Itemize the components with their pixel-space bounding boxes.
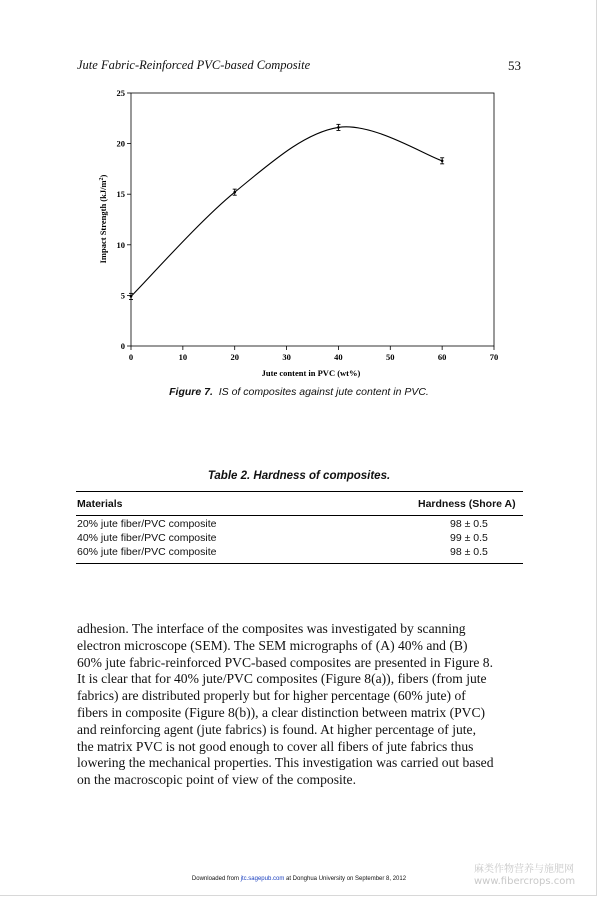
cell-material: 60% jute fiber/PVC composite	[77, 546, 217, 558]
body-line: lowering the mechanical properties. This investigation was carried out based	[77, 755, 494, 771]
cell-hardness: 98 ± 0.5	[450, 518, 488, 530]
body-line: 60% jute fabric-reinforced PVC-based composites are presented in Figure 8.	[77, 654, 493, 670]
table-header-row	[77, 498, 523, 512]
body-line: adhesion. The interface of the composites was investigated by scanning	[77, 621, 466, 636]
watermark-line2: www.fibercrops.com	[474, 876, 576, 887]
x-axis-label: Jute content in PVC (wt%)	[261, 368, 361, 378]
cell-material: 40% jute fiber/PVC composite	[77, 532, 217, 544]
watermark-line1: 麻类作物营养与施肥网	[474, 864, 574, 875]
body-line: It is clear that for 40% jute/PVC composites (Figure 8(a)), fibers (from jute	[77, 671, 487, 687]
body-line: the matrix PVC is not good enough to cover all fibers of jute fabrics thus	[77, 738, 474, 754]
footer-prefix: Downloaded from	[191, 876, 241, 882]
y-axis-label: Impact Strength $(kJ/m^2)$	[98, 174, 108, 264]
x-tick-label: 20	[230, 352, 239, 362]
x-tick-label: 60	[437, 352, 447, 362]
y-axis	[117, 88, 132, 351]
impact-strength-chart	[0, 0, 598, 420]
data-point	[130, 295, 133, 298]
body-line: and reinforcing agent (jute fabrics) is found. At higher percentage of jute,	[77, 721, 476, 737]
y-tick-label: 25	[116, 88, 125, 98]
table-header-rule	[76, 515, 523, 516]
cell-hardness: 98 ± 0.5	[450, 546, 488, 558]
x-tick-label: 30	[282, 352, 291, 362]
table-bottom-rule	[76, 563, 523, 564]
watermark	[474, 864, 575, 888]
body-line: on the macroscopic point of view of the composite.	[77, 772, 356, 788]
x-tick-label: 70	[489, 352, 499, 362]
figure-label: Figure 7.	[169, 386, 213, 398]
data-point	[233, 191, 236, 194]
y-tick-label: 15	[116, 189, 125, 200]
y-tick-label: 0	[120, 341, 125, 351]
y-tick-label: 10	[116, 239, 125, 250]
y-tick-label: 20	[116, 138, 125, 149]
footer-suffix: at Donghua University on September 8, 2012	[284, 876, 407, 882]
data-point	[441, 160, 444, 163]
plot-frame	[131, 93, 494, 346]
cell-hardness: 99 ± 0.5	[450, 532, 488, 544]
table-row	[77, 546, 523, 560]
cell-material: 20% jute fiber/PVC composite	[77, 518, 217, 530]
running-title: Jute Fabric-Reinforced PVC-based Composite	[77, 58, 311, 72]
x-tick-label: 10	[178, 352, 188, 362]
header-materials: Materials	[77, 498, 123, 510]
series-line	[131, 127, 442, 297]
body-line: fabrics) are distributed properly but for higher percentage (60% jute) of	[77, 688, 466, 704]
x-tick-label: 0	[128, 352, 134, 362]
x-tick-label: 40	[334, 352, 343, 362]
table-top-rule	[76, 491, 523, 492]
x-axis	[129, 346, 498, 362]
page-number: 53	[508, 58, 521, 73]
y-tick-label: 5	[120, 290, 125, 301]
body-line: fibers in composite (Figure 8(b)), a clear distinction between matrix (PVC)	[77, 704, 486, 720]
table-row	[77, 532, 523, 546]
header-hardness: Hardness (Shore A)	[418, 498, 516, 510]
table-row	[77, 518, 523, 532]
footer-link[interactable]: jtc.sagepub.com	[240, 876, 285, 882]
body-paragraph	[77, 621, 523, 789]
figure-caption-text: IS of composites against jute content in PVC.	[218, 386, 429, 398]
data-point	[337, 126, 340, 129]
figure-caption	[0, 386, 598, 398]
body-line: electron microscope (SEM). The SEM micrographs of (A) 40% and (B)	[77, 637, 468, 653]
table-title: Table 2. Hardness of composites.	[207, 470, 391, 482]
x-tick-label: 50	[386, 352, 395, 362]
